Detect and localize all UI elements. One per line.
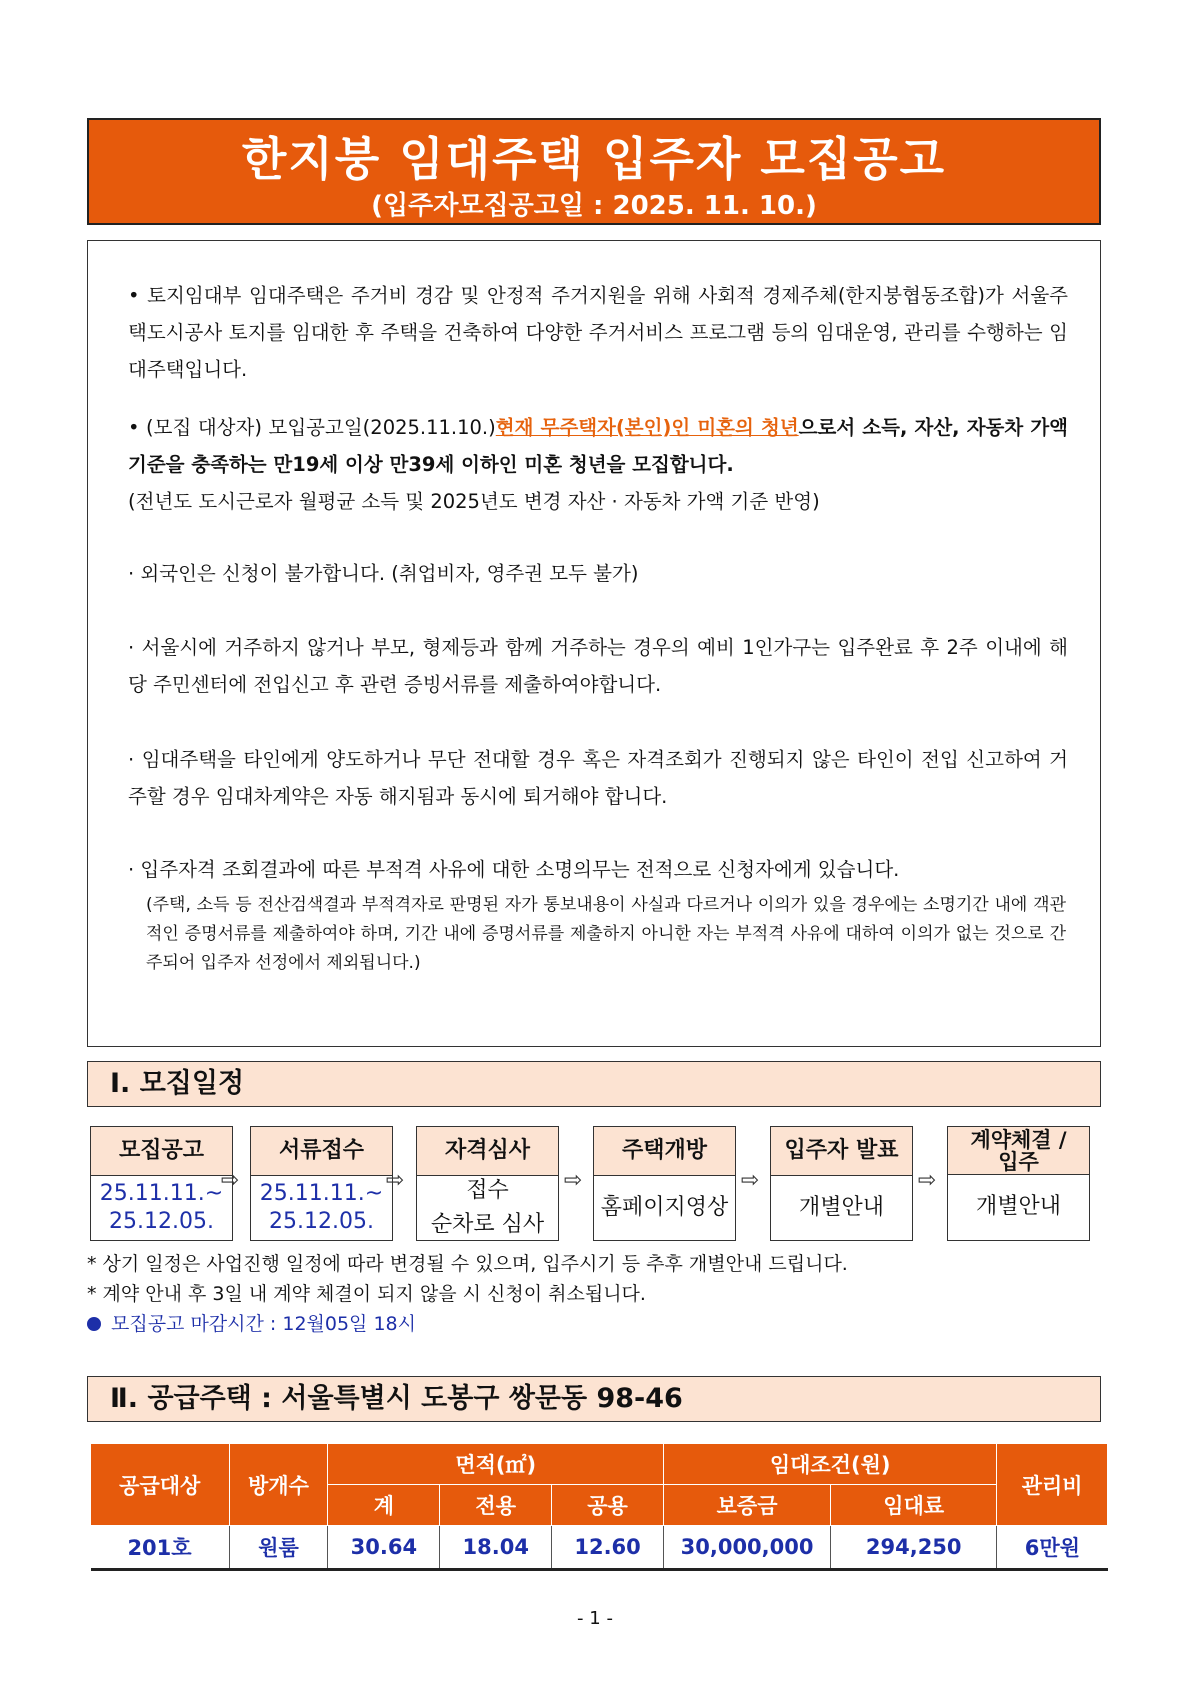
col-area-common: 공용 (552, 1485, 664, 1526)
notice-eligibility: · 입주자격 조회결과에 따른 부적격 사유에 대한 소명의무는 전적으로 신청자에게 있습니다. (128, 858, 900, 881)
step-body: 개별안내 (975, 1194, 1061, 1219)
notice-transfer: · 임대주택을 타인에게 양도하거나 무단 전대할 경우 혹은 자격조회가 진행되지 않은 타인이 전입 신고하여 거주할 경우 임대차계약은 자동 해지됨과 동시에 퇴거해야 합니다. (128, 748, 1068, 808)
bullet-dot-icon (87, 1317, 101, 1331)
arrow-icon: ⇨ (563, 1168, 583, 1193)
notice-date: (입주자모집공고일 : 2025. 11. 10.) (371, 191, 817, 221)
supply-table (90, 1443, 1108, 1571)
schedule-note-1: * 상기 일정은 사업진행 일정에 따라 변경될 수 있으며, 입주시기 등 추후 개별안내 드립니다. (87, 1253, 848, 1275)
cell-area-common: 12.60 (552, 1526, 664, 1570)
target-criteria: 으로서 소득, 자산, 자동차 가액 기준을 충족하는 만19세 이상 만39세 이하인 미혼 청년을 모집합니다. (128, 416, 1068, 476)
step-head: 자격심사 (417, 1127, 558, 1176)
notice-foreigner: · 외국인은 신청이 불가합니다. (취업비자, 영주권 모두 불가) (128, 562, 639, 585)
notice-eligibility-detail: (주택, 소득 등 전산검색결과 부적격자로 판명된 자가 통보내용이 사실과 다르거나 이의가 있을 경우에는 소명기간 내에 객관적인 증명서류를 제출하여야 하며, 기간 내에 증명서류를 제출하지 아니한 자는 부적격 사유에 대하여 이의가 없는 것으로 간주되어 입주자 선정에서 제외됩니다.) (146, 895, 1066, 973)
step-open-house (593, 1126, 736, 1241)
title-banner (87, 118, 1101, 225)
cell-deposit: 30,000,000 (663, 1526, 830, 1570)
step-recruit (90, 1126, 233, 1241)
notice-paragraph-2 (128, 409, 1068, 483)
step-head: 모집공고 (91, 1127, 232, 1176)
col-monthly: 임대료 (831, 1485, 997, 1526)
step-body: 개별안내 (798, 1195, 884, 1220)
deadline-text: 모집공고 마감시간 : 12월05일 18시 (111, 1313, 416, 1335)
arrow-icon: ⇨ (740, 1168, 760, 1193)
step-head: 입주자 발표 (771, 1127, 912, 1176)
col-area: 면적(㎡) (328, 1444, 664, 1485)
cell-rooms: 원룸 (229, 1526, 328, 1570)
table-row (91, 1526, 1108, 1570)
col-rooms: 방개수 (229, 1444, 328, 1526)
target-intro: • (모집 대상자) 모입공고일(2025.11.10.) (128, 416, 496, 439)
cell-area-total: 30.64 (328, 1526, 440, 1570)
notice-residence: · 서울시에 거주하지 않거나 부모, 형제등과 함께 거주하는 경우의 예비 1인가구는 입주완료 후 2주 이내에 해당 주민센터에 전입신고 후 관련 증빙서류를 제출하여야합니다. (128, 636, 1068, 696)
step-body: 25.11.11.~ 25.12.05. (99, 1181, 224, 1234)
col-deposit: 보증금 (663, 1485, 830, 1526)
arrow-icon: ⇨ (385, 1168, 405, 1193)
criteria-note: (전년도 도시근로자 월평균 소득 및 2025년도 변경 자산 · 자동차 가액 기준 반영) (128, 490, 820, 513)
step-announcement (770, 1126, 913, 1241)
cell-monthly: 294,250 (831, 1526, 997, 1570)
step-body: 25.11.11.~ 25.12.05. (259, 1181, 384, 1234)
step-head: 계약체결 / 입주 (948, 1127, 1089, 1175)
step-documents (250, 1126, 393, 1241)
page-number: - 1 - (577, 1608, 613, 1629)
step-body: 접수 순차로 심사 (430, 1178, 545, 1237)
notice-box (87, 240, 1101, 1047)
page-title: 한지붕 임대주택 입주자 모집공고 (241, 132, 947, 186)
step-head: 서류접수 (251, 1127, 392, 1176)
col-fee: 관리비 (997, 1444, 1108, 1526)
step-contract (947, 1126, 1090, 1241)
col-area-total: 계 (328, 1485, 440, 1526)
cell-fee: 6만원 (997, 1526, 1108, 1570)
col-target: 공급대상 (91, 1444, 230, 1526)
schedule-note-2: * 계약 안내 후 3일 내 계약 체결이 되지 않을 시 신청이 취소됩니다. (87, 1283, 646, 1305)
section-supply-header: Ⅱ. 공급주택 : 서울특별시 도봉구 쌍문동 98-46 (87, 1376, 1101, 1422)
deadline-note (87, 1310, 416, 1338)
step-review (416, 1126, 559, 1241)
step-head: 주택개방 (594, 1127, 735, 1176)
arrow-icon: ⇨ (220, 1168, 240, 1193)
section-schedule-header: Ⅰ. 모집일정 (87, 1061, 1101, 1107)
cell-area-exclusive: 18.04 (440, 1526, 552, 1570)
step-body: 홈페이지영상 (600, 1195, 729, 1220)
arrow-icon: ⇨ (917, 1168, 937, 1193)
col-area-exclusive: 전용 (440, 1485, 552, 1526)
col-rent: 임대조건(원) (663, 1444, 996, 1485)
cell-target: 201호 (91, 1526, 230, 1570)
notice-paragraph-1: • 토지임대부 임대주택은 주거비 경감 및 안정적 주거지원을 위해 사회적 경제주체(한지붕협동조합)가 서울주택도시공사 토지를 임대한 후 주택을 건축하여 다양한 주거서비스 프로그램 등의 임대운영, 관리를 수행하는 임대주택입니다. (128, 284, 1068, 381)
target-highlight: 현재 무주택자(본인)인 미혼의 청년 (495, 416, 799, 439)
